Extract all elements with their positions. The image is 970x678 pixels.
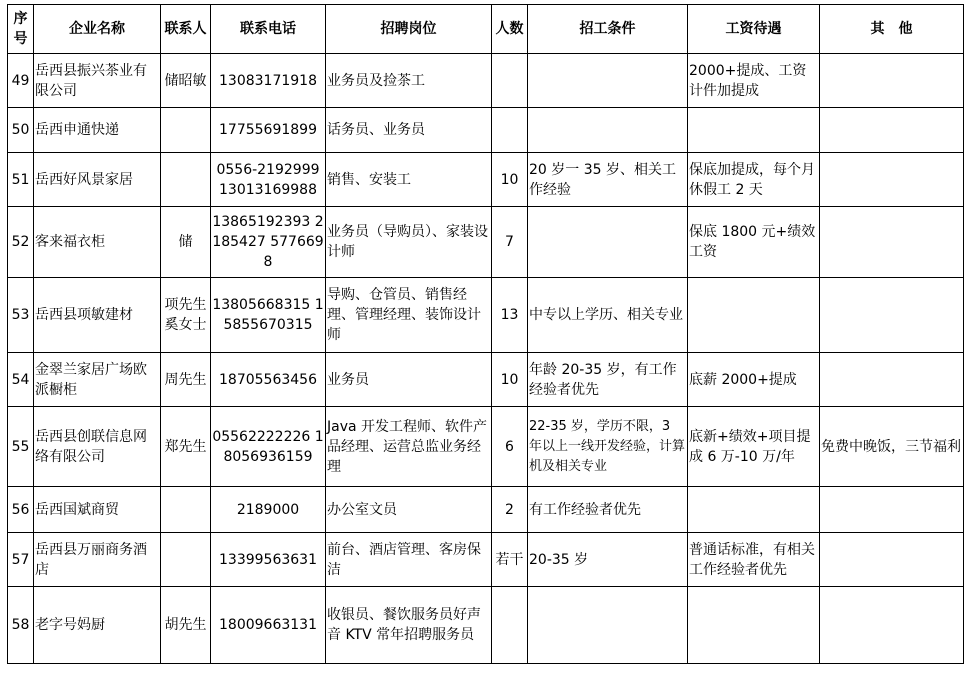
cell-contact: 周先生 [161,353,211,407]
cell-phone: 17755691899 [211,108,326,153]
cell-contact: 项先生 奚女士 [161,278,211,353]
cell-salary [688,108,820,153]
cell-company: 客来福衣柜 [34,207,161,278]
cell-conditions [528,54,688,108]
cell-phone: 13865192393 2185427 5776698 [211,207,326,278]
cell-phone: 18009663131 [211,587,326,664]
table-row [8,207,964,278]
cell-conditions [528,587,688,664]
cell-company: 岳西县振兴茶业有限公司 [34,54,161,108]
header-row [8,5,964,54]
cell-contact [161,533,211,587]
cell-count: 若干 [492,533,528,587]
cell-phone: 05562222226 18056936159 [211,407,326,487]
cell-contact [161,108,211,153]
cell-seq: 58 [8,587,34,664]
cell-conditions [528,108,688,153]
header-phone: 联系电话 [211,5,326,54]
cell-position: 业务员及捡茶工 [326,54,492,108]
cell-conditions: 有工作经验者优先 [528,487,688,533]
cell-phone: 13399563631 [211,533,326,587]
cell-phone: 0556-2192999 13013169988 [211,153,326,207]
cell-salary [688,278,820,353]
cell-conditions: 20 岁一 35 岁、相关工作经验 [528,153,688,207]
cell-seq: 55 [8,407,34,487]
cell-count: 10 [492,153,528,207]
cell-contact [161,153,211,207]
cell-salary: 底薪 2000+提成 [688,353,820,407]
header-seq: 序号 [8,5,34,54]
cell-other [820,54,964,108]
cell-salary: 保底 1800 元+绩效工资 [688,207,820,278]
table-row [8,153,964,207]
cell-other [820,353,964,407]
cell-seq: 50 [8,108,34,153]
cell-contact [161,487,211,533]
cell-position: 销售、安装工 [326,153,492,207]
cell-other [820,533,964,587]
cell-salary: 普通话标准，有相关工作经验者优先 [688,533,820,587]
table-row [8,407,964,487]
table-row [8,533,964,587]
cell-count [492,108,528,153]
cell-seq: 52 [8,207,34,278]
cell-count: 13 [492,278,528,353]
cell-conditions [528,207,688,278]
cell-company: 岳西申通快递 [34,108,161,153]
cell-company: 岳西国斌商贸 [34,487,161,533]
cell-contact: 郑先生 [161,407,211,487]
cell-seq: 53 [8,278,34,353]
cell-position: 前台、酒店管理、客房保洁 [326,533,492,587]
cell-position: 办公室文员 [326,487,492,533]
table-row [8,278,964,353]
header-conditions: 招工条件 [528,5,688,54]
cell-phone: 2189000 [211,487,326,533]
table-row [8,353,964,407]
cell-salary [688,587,820,664]
header-position: 招聘岗位 [326,5,492,54]
table-row [8,54,964,108]
cell-company: 岳西县创联信息网络有限公司 [34,407,161,487]
table-row [8,487,964,533]
table-row [8,108,964,153]
cell-contact: 储 [161,207,211,278]
cell-salary: 底新+绩效+项目提成 6 万-10 万/年 [688,407,820,487]
header-salary: 工资待遇 [688,5,820,54]
cell-conditions: 20-35 岁 [528,533,688,587]
cell-phone: 13083171918 [211,54,326,108]
cell-contact: 胡先生 [161,587,211,664]
cell-company: 金翠兰家居广场欧派橱柜 [34,353,161,407]
header-company: 企业名称 [34,5,161,54]
cell-conditions: 22-35 岁，学历不限，3 年以上一线开发经验，计算机及相关专业 [528,407,688,487]
cell-other [820,587,964,664]
cell-phone: 18705563456 [211,353,326,407]
cell-other [820,207,964,278]
cell-company: 老字号妈厨 [34,587,161,664]
cell-company: 岳西好风景家居 [34,153,161,207]
header-other: 其 他 [820,5,964,54]
cell-other [820,278,964,353]
cell-position: 业务员（导购员）、家装设计师 [326,207,492,278]
table-row [8,587,964,664]
cell-count: 10 [492,353,528,407]
cell-position: 导购、仓管员、销售经理、管理经理、装饰设计师 [326,278,492,353]
cell-conditions: 年龄 20-35 岁，有工作经验者优先 [528,353,688,407]
cell-count: 6 [492,407,528,487]
cell-count [492,587,528,664]
cell-contact: 储昭敏 [161,54,211,108]
cell-other [820,153,964,207]
cell-seq: 49 [8,54,34,108]
cell-count: 7 [492,207,528,278]
header-contact: 联系人 [161,5,211,54]
cell-company: 岳西县项敏建材 [34,278,161,353]
cell-count [492,54,528,108]
cell-phone: 13805668315 15855670315 [211,278,326,353]
cell-salary: 2000+提成、工资计件加提成 [688,54,820,108]
cell-seq: 56 [8,487,34,533]
cell-salary [688,487,820,533]
cell-position: 话务员、业务员 [326,108,492,153]
cell-salary: 保底加提成，每个月休假工 2 天 [688,153,820,207]
cell-position: 收银员、餐饮服务员好声音 KTV 常年招聘服务员 [326,587,492,664]
cell-other: 免费中晚饭，三节福利 [820,407,964,487]
cell-conditions: 中专以上学历、相关专业 [528,278,688,353]
cell-position: 业务员 [326,353,492,407]
cell-other [820,108,964,153]
cell-count: 2 [492,487,528,533]
cell-position: Java 开发工程师、软件产品经理、运营总监业务经理 [326,407,492,487]
cell-seq: 57 [8,533,34,587]
recruitment-table [7,4,964,664]
cell-seq: 54 [8,353,34,407]
header-count: 人数 [492,5,528,54]
cell-company: 岳西县万丽商务酒店 [34,533,161,587]
cell-other [820,487,964,533]
cell-seq: 51 [8,153,34,207]
